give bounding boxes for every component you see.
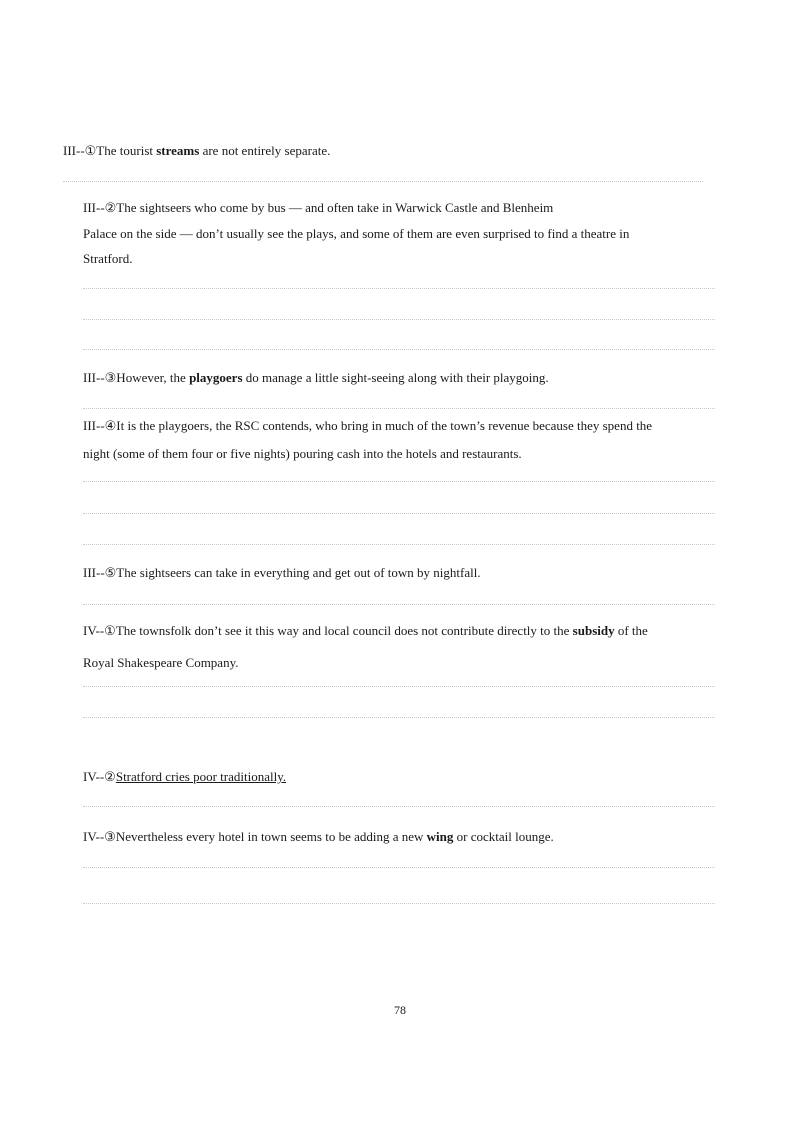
underlined-text: Stratford cries poor traditionally.	[115, 769, 287, 784]
writing-rule	[83, 288, 715, 289]
writing-rule	[83, 604, 715, 605]
vocab-term: playgoers	[189, 370, 243, 385]
sentence-line-iv-1-2	[83, 655, 238, 671]
text-span: III--④It is the playgoers, the RSC contends, who bring in much of the town’s revenue because they spend the	[83, 418, 653, 433]
writing-rule	[83, 717, 715, 718]
sentence-line-iv-2-1	[83, 769, 286, 785]
writing-rule	[83, 513, 715, 514]
text-span: III--①The tourist	[63, 143, 157, 158]
sentence-line-iii-2-3	[83, 251, 132, 267]
sentence-line-iii-5-1	[83, 565, 481, 581]
sentence-line-iii-2-2	[83, 226, 629, 242]
text-span: Stratford.	[83, 251, 133, 266]
text-span: do manage a little sight-seeing along with their playgoing.	[242, 370, 549, 385]
sentence-line-iii-3-1	[83, 370, 549, 386]
writing-rule	[63, 181, 703, 182]
vocab-term: wing	[426, 829, 454, 844]
text-span: are not entirely separate.	[199, 143, 331, 158]
text-span: Palace on the side — don’t usually see the plays, and some of them are even surprised to find a theatre in	[83, 226, 630, 241]
sentence-line-iv-1-1	[83, 623, 648, 639]
sentence-line-iv-3-1	[83, 829, 554, 845]
writing-rule	[83, 806, 715, 807]
text-span: III--⑤The sightseers can take in everything and get out of town by nightfall.	[83, 565, 481, 580]
vocab-term: streams	[156, 143, 200, 158]
text-span: night (some of them four or five nights) pouring cash into the hotels and restaurants.	[83, 446, 522, 461]
text-span: IV--②	[83, 769, 116, 784]
vocab-term: subsidy	[572, 623, 615, 638]
sentence-line-iii-2-1	[83, 200, 553, 216]
text-span: or cocktail lounge.	[453, 829, 554, 844]
writing-rule	[83, 903, 715, 904]
sentence-line-iii-4-2	[83, 446, 522, 462]
writing-rule	[83, 481, 715, 482]
text-span: of the	[614, 623, 648, 638]
writing-rule	[83, 319, 715, 320]
text-span: Royal Shakespeare Company.	[83, 655, 239, 670]
text-span: IV--①The townsfolk don’t see it this way and local council does not contribute directly to the	[83, 623, 573, 638]
writing-rule	[83, 544, 715, 545]
sentence-line-iii-1-1	[63, 143, 330, 159]
writing-rule	[83, 867, 715, 868]
writing-rule	[83, 408, 715, 409]
text-span: IV--③Nevertheless every hotel in town seems to be adding a new	[83, 829, 427, 844]
page-number: 78	[394, 1003, 406, 1017]
sentence-line-iii-4-1	[83, 418, 652, 434]
text-span: III--③However, the	[83, 370, 190, 385]
writing-rule	[83, 686, 715, 687]
writing-rule	[83, 349, 715, 350]
text-span: III--②The sightseers who come by bus — and often take in Warwick Castle and Blenheim	[83, 200, 554, 215]
